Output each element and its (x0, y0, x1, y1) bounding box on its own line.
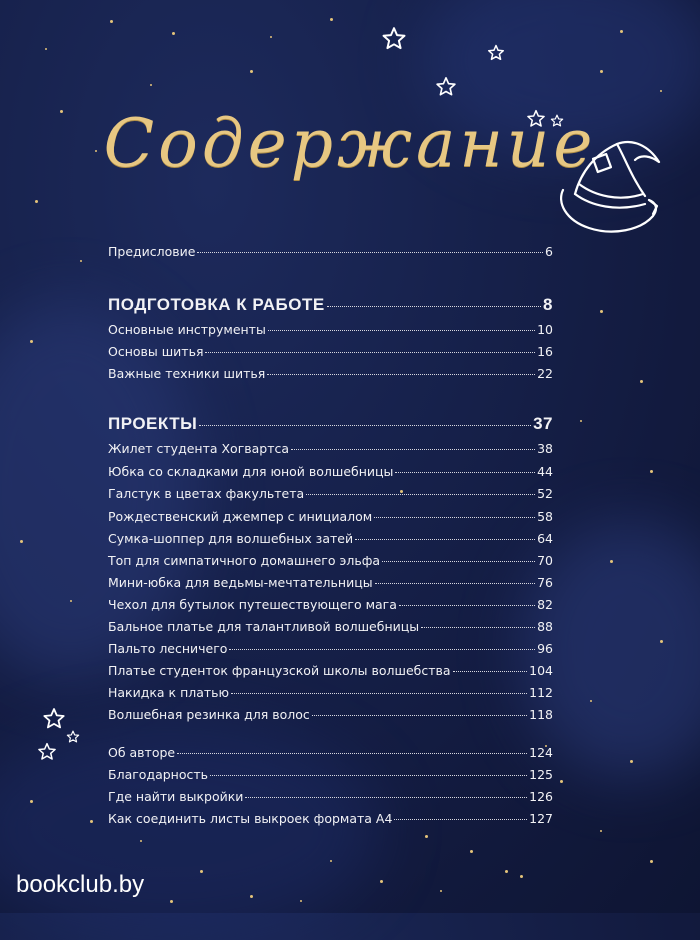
toc-entry-page: 112 (529, 685, 553, 700)
toc-entry-page: 38 (537, 441, 553, 456)
toc-section-heading[interactable] (108, 414, 553, 434)
toc-entry[interactable] (108, 811, 553, 826)
toc-entry-label: Платье студенток французской школы волшебства (108, 663, 451, 678)
toc-entry[interactable] (108, 366, 553, 381)
dot-leader (453, 671, 528, 672)
dot-leader (245, 797, 527, 798)
dot-leader (210, 775, 527, 776)
star-icon (37, 742, 57, 762)
sparkle-dot (520, 875, 523, 878)
sparkle-dot (650, 470, 653, 473)
dot-leader (395, 472, 535, 473)
toc-entry-page: 44 (537, 464, 553, 479)
toc-entry-page: 70 (537, 553, 553, 568)
toc-entry[interactable] (108, 344, 553, 359)
toc-entry[interactable] (108, 486, 553, 501)
toc-entry-page: 58 (537, 509, 553, 524)
toc-entry-page: 88 (537, 619, 553, 634)
toc-entry[interactable] (108, 641, 553, 656)
toc-entry[interactable] (108, 509, 553, 524)
sparkle-dot (440, 890, 442, 892)
toc-entry-label: Галстук в цветах факультета (108, 486, 305, 501)
toc-entry-page: 76 (537, 575, 553, 590)
star-icon (42, 707, 66, 731)
toc-entry[interactable] (108, 244, 553, 259)
toc-entry[interactable] (108, 464, 553, 479)
dot-leader (355, 539, 535, 540)
toc-entry[interactable] (108, 789, 553, 804)
dot-leader (394, 819, 527, 820)
toc-entry-page: 64 (537, 531, 553, 546)
sparkle-dot (610, 560, 613, 563)
toc-entry-label: Мини-юбка для ведьмы-мечтательницы (108, 575, 373, 590)
toc-entry[interactable] (108, 531, 553, 546)
sparkle-dot (70, 600, 72, 602)
dot-leader (312, 715, 527, 716)
toc-heading-page: 37 (533, 414, 553, 433)
sparkle-dot (140, 840, 142, 842)
toc-entry[interactable] (108, 575, 553, 590)
toc-entry[interactable] (108, 619, 553, 634)
sparkle-dot (20, 540, 23, 543)
dot-leader (268, 330, 535, 331)
star-icon (381, 26, 407, 52)
toc-entry-label: Благодарность (108, 767, 209, 782)
toc-entry-label: Предисловие (108, 244, 196, 259)
sparkle-dot (660, 640, 663, 643)
toc-entry-page: 118 (529, 707, 553, 722)
sparkle-dot (600, 70, 603, 73)
sparkle-dot (380, 880, 383, 883)
star-icon (66, 730, 80, 744)
sparkle-dot (80, 260, 82, 262)
sparkle-dot (300, 900, 302, 902)
toc-entry-label: Волшебная резинка для волос (108, 707, 310, 722)
toc-entry-label: Топ для симпатичного домашнего эльфа (108, 553, 381, 568)
toc-entry-page: 125 (529, 767, 553, 782)
toc-entry-label: Пальто лесничего (108, 641, 228, 656)
toc-entry-page: 6 (545, 244, 553, 259)
toc-entry-label: Чехол для бутылок путешествующего мага (108, 597, 397, 612)
sparkle-dot (630, 760, 633, 763)
wizard-hat-icon (555, 132, 665, 242)
dot-leader (199, 425, 531, 426)
dot-leader (374, 517, 535, 518)
toc-entry-page: 127 (529, 811, 553, 826)
toc-entry[interactable] (108, 441, 553, 456)
sparkle-dot (660, 90, 662, 92)
sparkle-dot (650, 860, 653, 863)
toc-entry-label: Бальное платье для талантливой волшебницы (108, 619, 420, 634)
toc-entry-page: 82 (537, 597, 553, 612)
toc-entry-label: Важные техники шитья (108, 366, 266, 381)
dot-leader (231, 693, 527, 694)
sparkle-dot (270, 36, 272, 38)
toc-entry-label: Накидка к платью (108, 685, 230, 700)
sparkle-dot (560, 780, 563, 783)
sparkle-dot (200, 870, 203, 873)
toc-entry-label: Юбка со складками для юной волшебницы (108, 464, 394, 479)
toc-entry-label: Рождественский джемпер с инициалом (108, 509, 373, 524)
sparkle-dot (330, 860, 332, 862)
dot-leader (375, 583, 536, 584)
sparkle-dot (150, 84, 152, 86)
sparkle-dot (90, 820, 93, 823)
dot-leader (327, 306, 541, 307)
toc-entry[interactable] (108, 597, 553, 612)
toc-entry[interactable] (108, 767, 553, 782)
toc-entry-label: Основы шитья (108, 344, 204, 359)
dot-leader (421, 627, 535, 628)
toc-entry-page: 16 (537, 344, 553, 359)
toc-entry-page: 52 (537, 486, 553, 501)
toc-entry-page: 104 (529, 663, 553, 678)
dot-leader (306, 494, 535, 495)
dot-leader (382, 561, 535, 562)
star-icon (435, 76, 457, 98)
sparkle-dot (45, 48, 47, 50)
toc-entry-label: Сумка-шоппер для волшебных затей (108, 531, 354, 546)
toc-entry-label: Как соединить листы выкроек формата А4 (108, 811, 393, 826)
sparkle-dot (35, 200, 38, 203)
sparkle-dot (250, 70, 253, 73)
sparkle-dot (172, 32, 175, 35)
toc-entry[interactable] (108, 685, 553, 700)
sparkle-dot (600, 830, 602, 832)
dot-leader (291, 449, 535, 450)
toc-entry[interactable] (108, 663, 553, 678)
toc-entry-page: 22 (537, 366, 553, 381)
toc-heading-page: 8 (543, 295, 553, 314)
sparkle-dot (590, 700, 592, 702)
toc-entry-label: Жилет студента Хогвартса (108, 441, 290, 456)
toc-entry-page: 96 (537, 641, 553, 656)
toc-entry-label: Где найти выкройки (108, 789, 244, 804)
sparkle-dot (580, 420, 582, 422)
dot-leader (267, 374, 535, 375)
dot-leader (399, 605, 535, 606)
sparkle-dot (250, 895, 253, 898)
toc-heading-label: ПОДГОТОВКА К РАБОТЕ (108, 295, 325, 314)
toc-entry[interactable] (108, 745, 553, 760)
sparkle-dot (170, 900, 173, 903)
sparkle-dot (505, 870, 508, 873)
toc-entry-label: Об авторе (108, 745, 176, 760)
sparkle-dot (330, 18, 333, 21)
dot-leader (229, 649, 535, 650)
sparkle-dot (600, 310, 603, 313)
toc-entry-label: Основные инструменты (108, 322, 266, 337)
page-title: Содержание (103, 105, 597, 182)
sparkle-dot (620, 30, 623, 33)
dot-leader (205, 352, 535, 353)
toc-section-heading[interactable] (108, 295, 553, 315)
toc-entry[interactable] (108, 707, 553, 722)
toc-entry-page: 126 (529, 789, 553, 804)
sparkle-dot (30, 340, 33, 343)
site-watermark: bookclub.by (16, 871, 145, 898)
sparkle-dot (640, 380, 643, 383)
sparkle-dot (425, 835, 428, 838)
sparkle-dot (30, 800, 33, 803)
dot-leader (197, 252, 543, 253)
toc-entry-page: 10 (537, 322, 553, 337)
toc-heading-label: ПРОЕКТЫ (108, 414, 198, 433)
dot-leader (177, 753, 527, 754)
star-icon (487, 44, 505, 62)
sparkle-dot (110, 20, 113, 23)
toc-entry[interactable] (108, 553, 553, 568)
toc-entry[interactable] (108, 322, 553, 337)
sparkle-dot (470, 850, 473, 853)
toc-entry-page: 124 (529, 745, 553, 760)
